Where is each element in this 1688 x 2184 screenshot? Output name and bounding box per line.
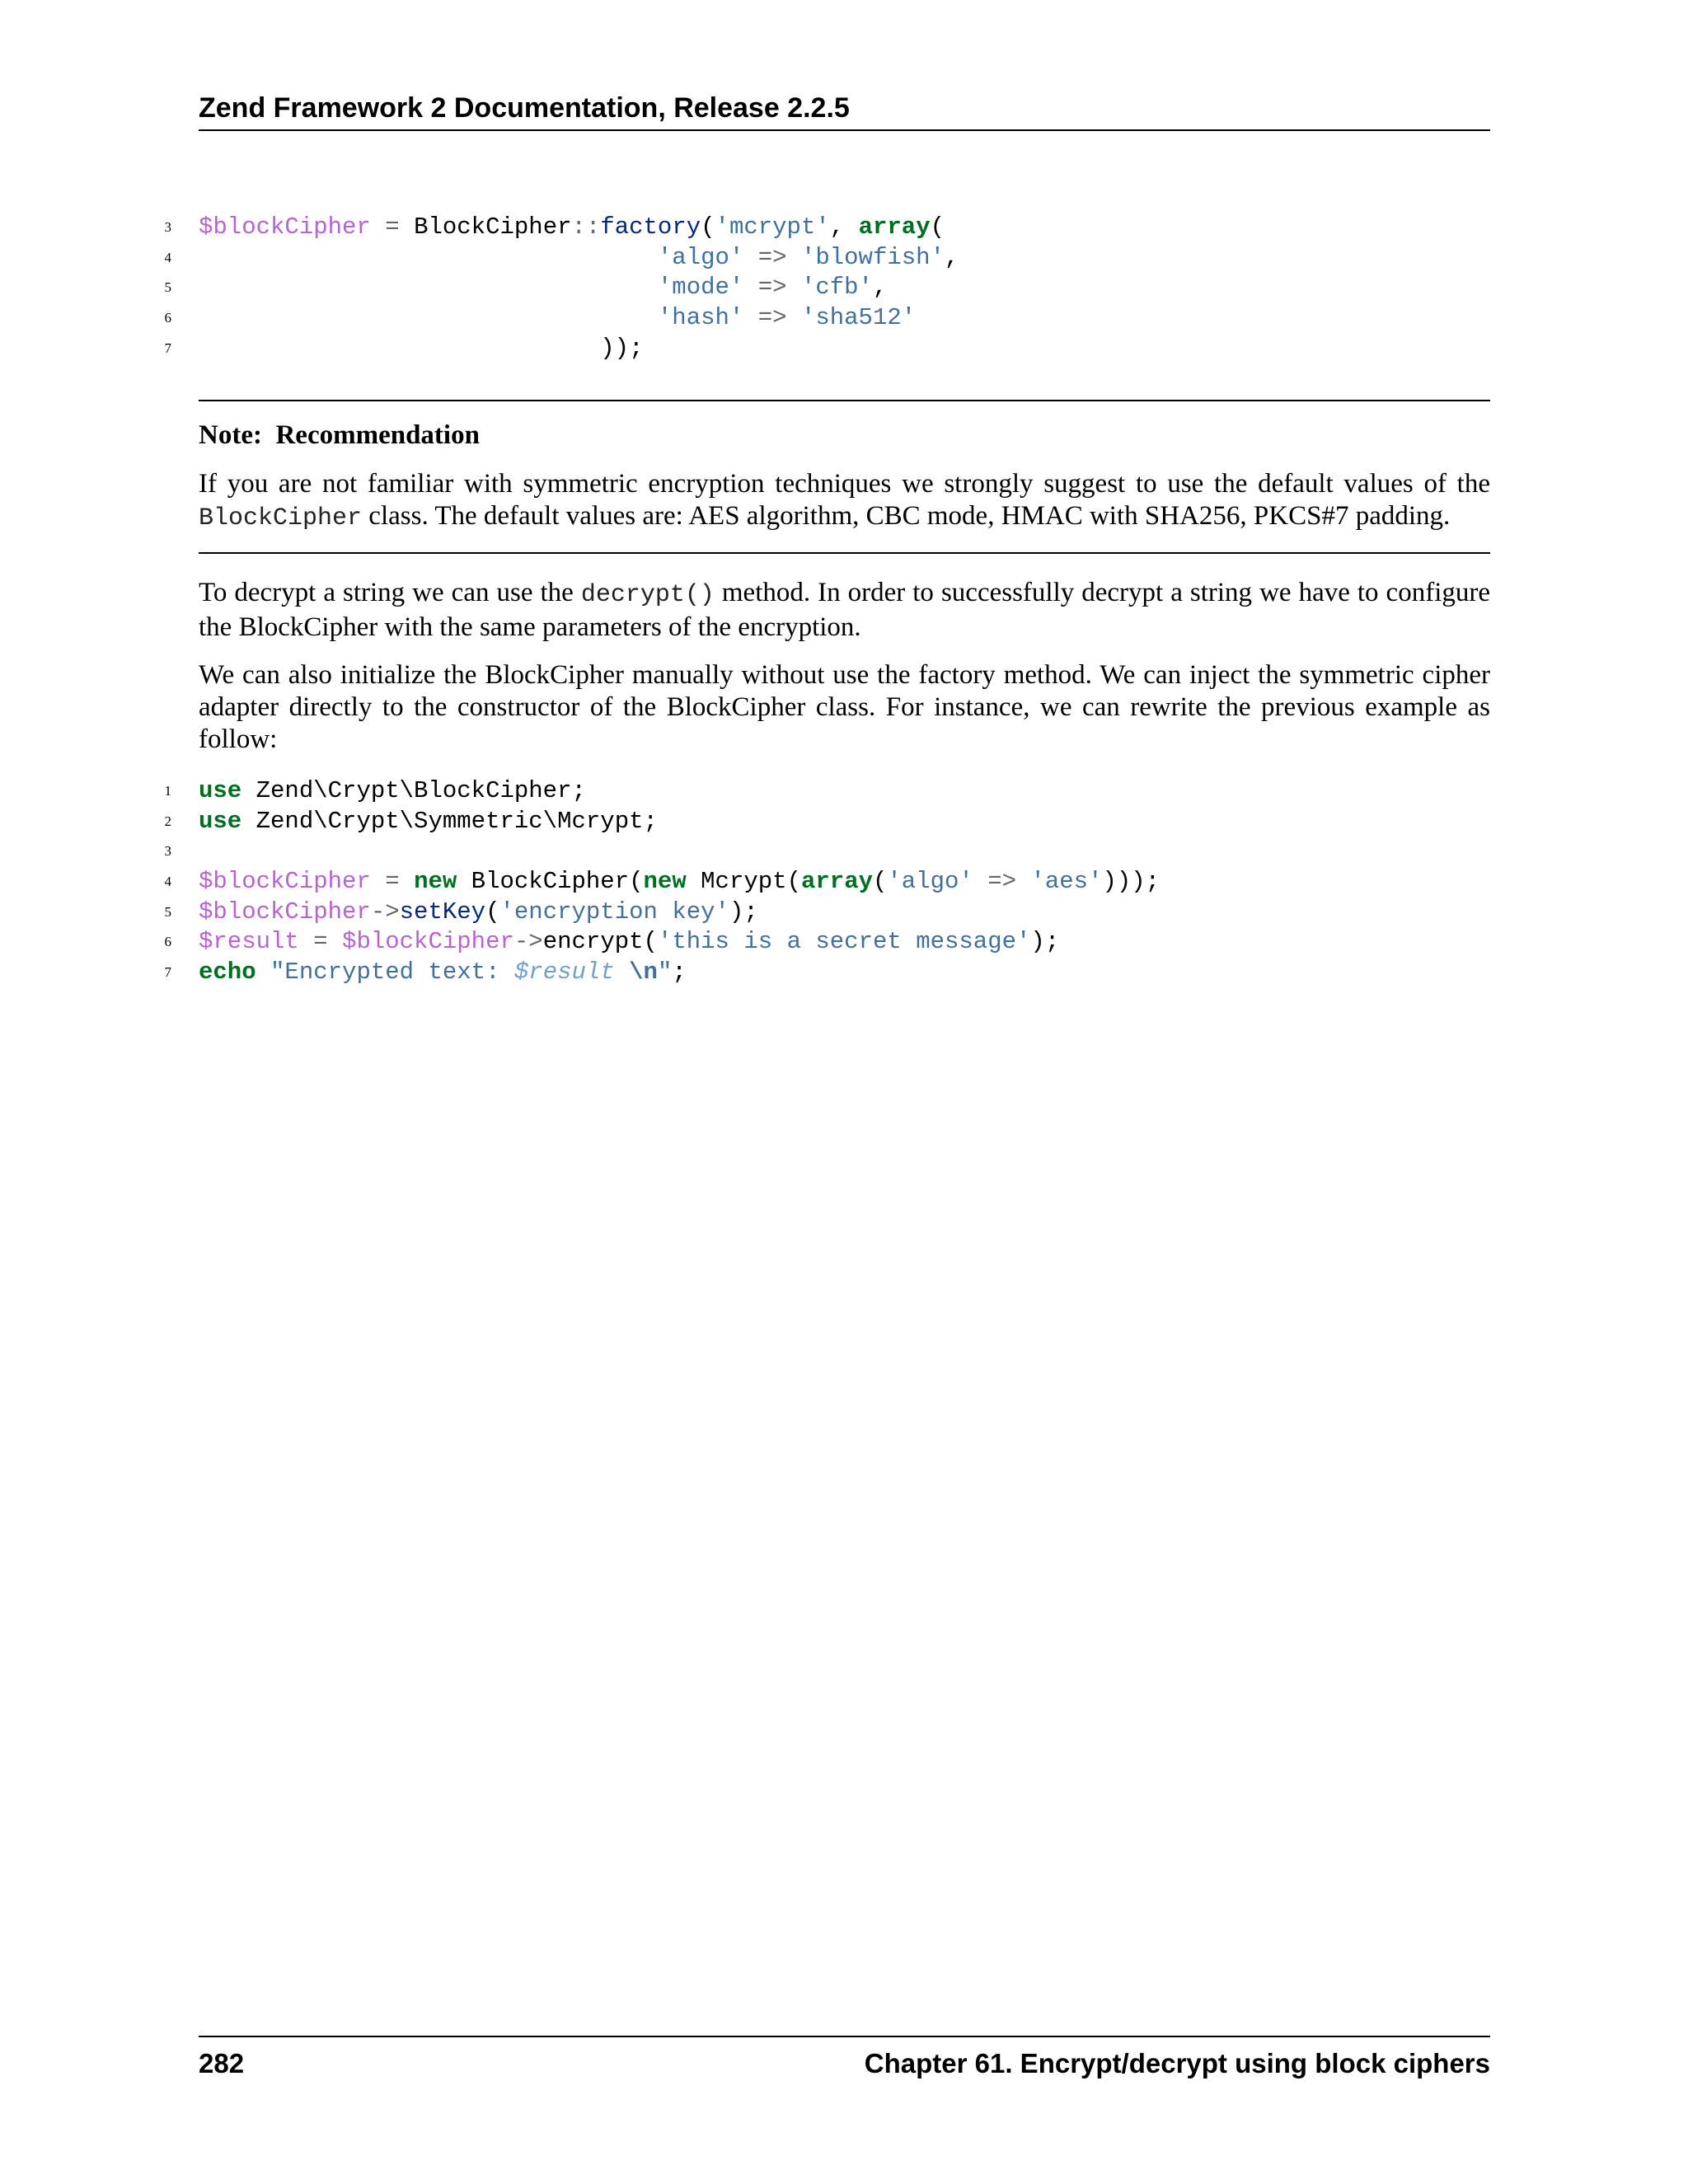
code-token: factory	[600, 213, 701, 241]
code-token: =	[370, 868, 415, 896]
code-token: $blockCipher	[199, 868, 371, 896]
code-token: setKey	[399, 898, 486, 926]
code-block-2	[158, 776, 1490, 988]
header-title: Zend Framework 2 Documentation, Release 2.2.5	[199, 92, 850, 124]
note-text-after: class. The default values are: AES algorithm, CBC mode, HMAC with SHA256, PKCS#7 padding.	[362, 501, 1451, 531]
para1-inline-code: decrypt()	[580, 581, 715, 609]
code-text	[199, 867, 1160, 898]
code-token: (	[930, 213, 945, 241]
code-token: BlockCipher	[414, 213, 572, 241]
code-token: =>	[743, 274, 801, 302]
note-bottom-rule	[199, 552, 1490, 554]
code-token: );	[729, 898, 758, 926]
note-inline-code: BlockCipher	[199, 504, 363, 532]
code-token: 'hash'	[657, 304, 744, 332]
code-token: $blockCipher	[199, 898, 371, 926]
code-token: =>	[743, 243, 801, 271]
code-token: 'blowfish'	[800, 243, 945, 271]
code-token: 'sha512'	[800, 304, 917, 332]
code-line	[158, 273, 1490, 303]
note-title: Recommendation	[275, 420, 480, 450]
code-token: ::	[571, 213, 601, 241]
code-token: (	[701, 213, 715, 241]
line-number: 4	[164, 874, 171, 890]
code-text	[199, 273, 887, 303]
code-text	[199, 958, 687, 988]
note-text-before: If you are not familiar with symmetric encryption techniques we strongly suggest to use the default values of the	[199, 469, 1490, 499]
code-token: $result	[199, 928, 299, 956]
code-token: "	[657, 958, 673, 987]
paragraph-decrypt	[199, 577, 1490, 644]
line-number: 6	[164, 934, 171, 950]
code-text	[199, 898, 758, 928]
code-token	[199, 244, 658, 271]
code-line	[158, 958, 1490, 988]
code-token: array	[858, 213, 931, 241]
line-number: 3	[164, 843, 171, 860]
code-token: ,	[829, 213, 859, 241]
code-token: ));	[199, 334, 644, 362]
code-token: $result	[513, 958, 615, 987]
code-token: ;	[672, 958, 687, 987]
code-line	[158, 807, 1490, 837]
code-token: ->	[513, 928, 543, 956]
footer-rule	[199, 2036, 1490, 2037]
line-number: 4	[164, 249, 171, 265]
code-text	[199, 334, 644, 364]
code-token: Zend\Crypt\BlockCipher;	[241, 777, 586, 804]
code-token: Mcrypt(	[686, 868, 801, 896]
header-rule	[199, 129, 1490, 131]
code-block-1	[158, 213, 1490, 363]
para1-before: To decrypt a string we can use the	[199, 578, 581, 607]
line-number: 6	[164, 310, 171, 326]
code-token: "Encrypted text:	[270, 958, 514, 987]
code-token: =	[370, 213, 415, 241]
code-token: ,	[944, 243, 959, 271]
code-token: 'algo'	[657, 243, 744, 271]
code-token: $blockCipher	[342, 928, 514, 956]
code-token: (	[873, 868, 888, 896]
code-token: new	[643, 868, 687, 896]
code-text	[199, 243, 959, 274]
code-token: =	[298, 928, 343, 956]
code-line	[158, 898, 1490, 928]
footer-page-number: 282	[199, 2048, 245, 2079]
note-top-rule	[199, 400, 1490, 401]
code-token: );	[1030, 928, 1060, 956]
line-number: 7	[164, 340, 171, 356]
code-text	[199, 927, 1059, 958]
code-token: )));	[1102, 868, 1160, 896]
note-text	[199, 468, 1490, 535]
line-number: 7	[164, 964, 171, 981]
code-token: BlockCipher(	[457, 868, 644, 896]
code-token: encrypt(	[542, 928, 658, 956]
code-text	[199, 303, 916, 334]
code-token	[199, 274, 658, 301]
code-token: $blockCipher	[199, 213, 371, 241]
code-text	[199, 776, 586, 807]
code-token: use	[199, 807, 242, 835]
para1-after: method. In order to successfully decrypt a string we have to configure the BlockCipher with the same parameters of the encryption.	[199, 578, 1490, 642]
line-number: 3	[164, 219, 171, 235]
code-token: array	[800, 868, 873, 896]
line-number: 5	[164, 903, 171, 920]
line-number: 2	[164, 813, 171, 829]
code-token	[256, 958, 270, 986]
code-token: 'aes'	[1030, 868, 1103, 896]
code-line	[158, 837, 1490, 867]
code-token: =>	[743, 304, 801, 332]
code-token: ->	[370, 898, 400, 926]
code-token: 'cfb'	[800, 274, 873, 302]
code-token: use	[199, 777, 242, 804]
code-line	[158, 776, 1490, 807]
code-line	[158, 213, 1490, 243]
line-number: 1	[164, 783, 171, 799]
code-token: 'algo'	[887, 868, 973, 896]
code-token: echo	[199, 958, 256, 987]
code-token: Zend\Crypt\Symmetric\Mcrypt;	[241, 807, 658, 835]
code-line	[158, 334, 1490, 364]
note-heading	[199, 420, 480, 451]
code-token: (	[485, 898, 500, 926]
code-token: 'mode'	[657, 274, 744, 302]
code-token	[615, 958, 629, 986]
code-line	[158, 927, 1490, 958]
code-line	[158, 303, 1490, 334]
code-token: new	[414, 868, 457, 896]
code-token: \n	[629, 958, 658, 987]
code-line	[158, 243, 1490, 274]
paragraph-manual-init: We can also initialize the BlockCipher manually without use the factory method. We can inject the symmetric cipher adapter directly to the constructor of the BlockCipher class. For instance, we can rewrite the previous example as follow:	[199, 660, 1490, 754]
code-token: 'encryption key'	[499, 898, 729, 926]
code-token: 'mcrypt'	[715, 213, 830, 241]
code-token	[199, 304, 658, 331]
code-token: ,	[872, 274, 888, 302]
code-token: 'this is a secret message'	[657, 928, 1031, 956]
code-text	[199, 213, 945, 243]
code-token: =>	[973, 868, 1031, 896]
code-line	[158, 867, 1490, 898]
note-label: Note:	[199, 420, 262, 450]
line-number: 5	[164, 279, 171, 296]
footer-chapter-title: Chapter 61. Encrypt/decrypt using block ciphers	[864, 2048, 1490, 2079]
code-text	[199, 807, 658, 837]
